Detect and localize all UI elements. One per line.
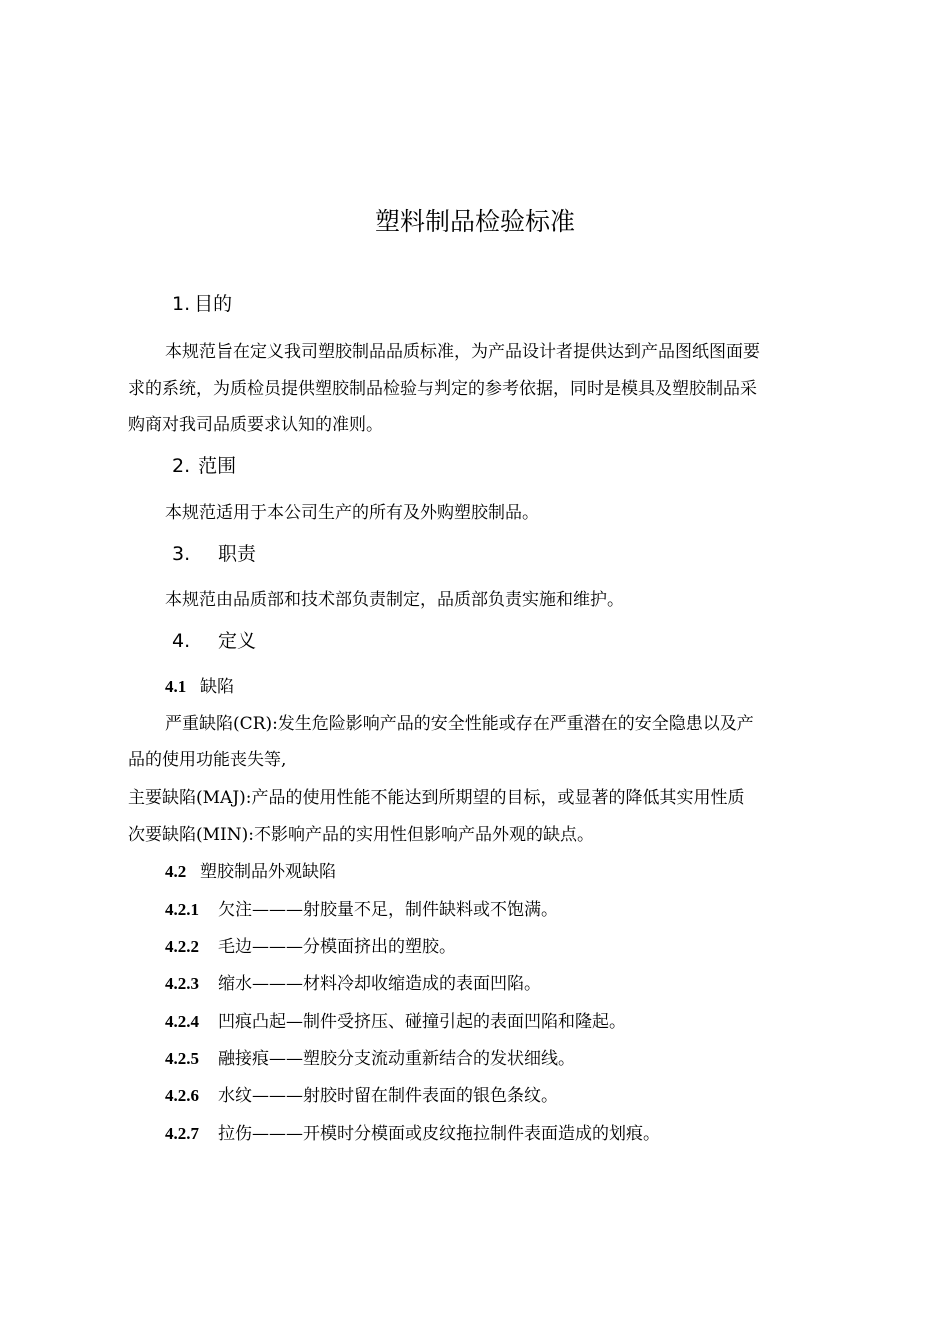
defect-line: 主要缺陷(MAJ):产品的使用性能不能达到所期望的目标，或显著的降低其实用性质: [128, 788, 745, 808]
section-number: 2.: [172, 455, 191, 477]
item-number: 4.2.1: [165, 900, 199, 919]
section-number: 3.: [172, 543, 191, 565]
defect-item: [165, 1121, 660, 1147]
item-number: 4.2.3: [165, 974, 199, 993]
subsection-title: 缺陷: [200, 677, 234, 697]
subsection-number: 4.2: [165, 862, 187, 881]
section-title: 定义: [218, 630, 257, 652]
item-text: 毛边———分模面挤出的塑胶。: [218, 937, 456, 957]
subsection-number: 4.1: [165, 677, 187, 696]
item-number: 4.2.4: [165, 1012, 199, 1031]
item-text: 欠注———射胶量不足，制件缺料或不饱满。: [218, 900, 558, 920]
defect-item: [165, 934, 456, 960]
item-text: 融接痕——塑胶分支流动重新结合的发状细线。: [218, 1049, 575, 1069]
section-heading-scope: [172, 452, 236, 480]
defect-item: [165, 897, 558, 923]
item-number: 4.2.2: [165, 937, 199, 956]
paragraph-line: 本规范旨在定义我司塑胶制品品质标准，为产品设计者提供达到产品图纸图面要: [165, 342, 760, 362]
section-heading-responsibility: [172, 540, 256, 568]
section-heading-definition: [172, 627, 256, 655]
item-number: 4.2.5: [165, 1049, 199, 1068]
section-title: 范围: [198, 455, 237, 477]
section-title: 目的: [194, 293, 233, 315]
defect-line: 次要缺陷(MIN):不影响产品的实用性但影响产品外观的缺点。: [128, 825, 594, 845]
item-text: 水纹———射胶时留在制件表面的银色条纹。: [218, 1086, 558, 1106]
paragraph-line: 购商对我司品质要求认知的准则。: [128, 415, 383, 435]
defect-item: [165, 1009, 626, 1035]
subsection-title: 塑胶制品外观缺陷: [200, 862, 336, 882]
subsection-heading-appearance-defects: [165, 859, 336, 885]
item-number: 4.2.7: [165, 1124, 199, 1143]
item-text: 拉伤———开模时分模面或皮纹拖拉制件表面造成的划痕。: [218, 1124, 660, 1144]
page-title: 塑料制品检验标准: [374, 207, 575, 236]
section-title: 职责: [218, 543, 257, 565]
section-number: 4.: [172, 630, 191, 652]
paragraph-line: 本规范由品质部和技术部负责制定，品质部负责实施和维护。: [165, 590, 624, 610]
section-number: 1.: [172, 293, 191, 315]
defect-item: [165, 1083, 558, 1109]
defect-line: 严重缺陷(CR):发生危险影响产品的安全性能或存在严重潜在的安全隐患以及产: [165, 714, 754, 734]
item-text: 凹痕凸起—制件受挤压、碰撞引起的表面凹陷和隆起。: [218, 1012, 626, 1032]
defect-line: 品的使用功能丧失等,: [128, 750, 287, 770]
subsection-heading-defects: [165, 674, 234, 700]
defect-item: [165, 1046, 575, 1072]
defect-item: [165, 971, 541, 997]
item-text: 缩水———材料冷却收缩造成的表面凹陷。: [218, 974, 541, 994]
paragraph-line: 本规范适用于本公司生产的所有及外购塑胶制品。: [165, 503, 539, 523]
item-number: 4.2.6: [165, 1086, 199, 1105]
section-heading-purpose: [172, 290, 232, 318]
paragraph-line: 求的系统，为质检员提供塑胶制品检验与判定的参考依据，同时是模具及塑胶制品采: [128, 379, 757, 399]
